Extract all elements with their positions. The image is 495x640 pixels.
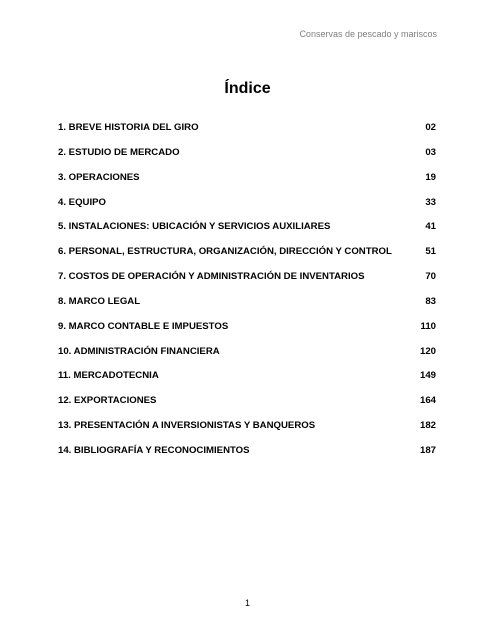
toc-entry[interactable] — [58, 296, 436, 321]
running-header: Conservas de pescado y mariscos — [299, 29, 437, 39]
page-number: 1 — [244, 598, 250, 608]
toc-entry-label: 3. OPERACIONES — [58, 171, 140, 183]
page-title: Índice — [224, 80, 271, 97]
toc-entry-page: 187 — [419, 444, 436, 456]
toc-entry-page: 51 — [425, 246, 436, 258]
toc-entry-page: 149 — [419, 370, 436, 382]
toc-entry[interactable] — [58, 321, 436, 346]
toc-entry-page: 83 — [425, 295, 436, 307]
toc-entry[interactable] — [58, 445, 436, 470]
toc-entry-page: 120 — [419, 345, 436, 357]
toc-entry-label: 12. EXPORTACIONES — [58, 395, 157, 407]
toc-entry-label: 1. BREVE HISTORIA DEL GIRO — [58, 122, 199, 133]
toc-entry[interactable] — [58, 197, 436, 222]
toc-entry[interactable] — [58, 370, 436, 395]
toc-entry-label: 4. EQUIPO — [58, 196, 106, 208]
toc-entry-label: 2. ESTUDIO DE MERCADO — [58, 146, 180, 158]
toc-entry-label: 5. INSTALACIONES: UBICACIÓN Y SERVICIOS AUXILIARES — [58, 221, 331, 233]
toc-entry-page: 182 — [419, 420, 436, 432]
toc-entry-page: 110 — [420, 320, 436, 332]
toc-entry[interactable] — [58, 346, 436, 371]
toc-entry[interactable] — [58, 147, 436, 172]
toc-entry-page: 70 — [425, 271, 436, 283]
toc-entry-page: 33 — [425, 196, 436, 208]
toc-entry-label: 10. ADMINISTRACIÓN FINANCIERA — [58, 345, 220, 357]
toc-entry-label: 13. PRESENTACIÓN A INVERSIONISTAS Y BANQUEROS — [58, 420, 316, 432]
toc-entry-page: 164 — [419, 395, 436, 407]
toc-entry-label: 14. BIBLIOGRAFÍA Y RECONOCIMIENTOS — [58, 444, 250, 456]
toc-entry[interactable] — [58, 221, 436, 246]
toc-entry[interactable] — [58, 246, 436, 271]
toc-entry-label: 7. COSTOS DE OPERACIÓN Y ADMINISTRACIÓN DE INVENTARIOS — [58, 271, 365, 283]
toc-entry-label: 8. MARCO LEGAL — [58, 295, 141, 307]
table-of-contents — [58, 122, 436, 470]
toc-entry-page: 41 — [425, 221, 436, 233]
toc-entry[interactable] — [58, 395, 436, 420]
toc-entry-label: 6. PERSONAL, ESTRUCTURA, ORGANIZACIÓN, DIRECCIÓN Y CONTROL — [58, 246, 392, 258]
toc-entry[interactable] — [58, 172, 436, 197]
toc-entry[interactable] — [58, 271, 436, 296]
toc-entry-page: 19 — [425, 171, 436, 183]
toc-entry[interactable] — [58, 122, 436, 147]
toc-entry-label: 9. MARCO CONTABLE E IMPUESTOS — [58, 320, 229, 332]
toc-entry-page: 03 — [425, 146, 436, 158]
toc-entry-label: 11. MERCADOTECNIA — [58, 370, 159, 382]
toc-entry[interactable] — [58, 420, 436, 445]
toc-entry-page: 02 — [425, 122, 436, 133]
